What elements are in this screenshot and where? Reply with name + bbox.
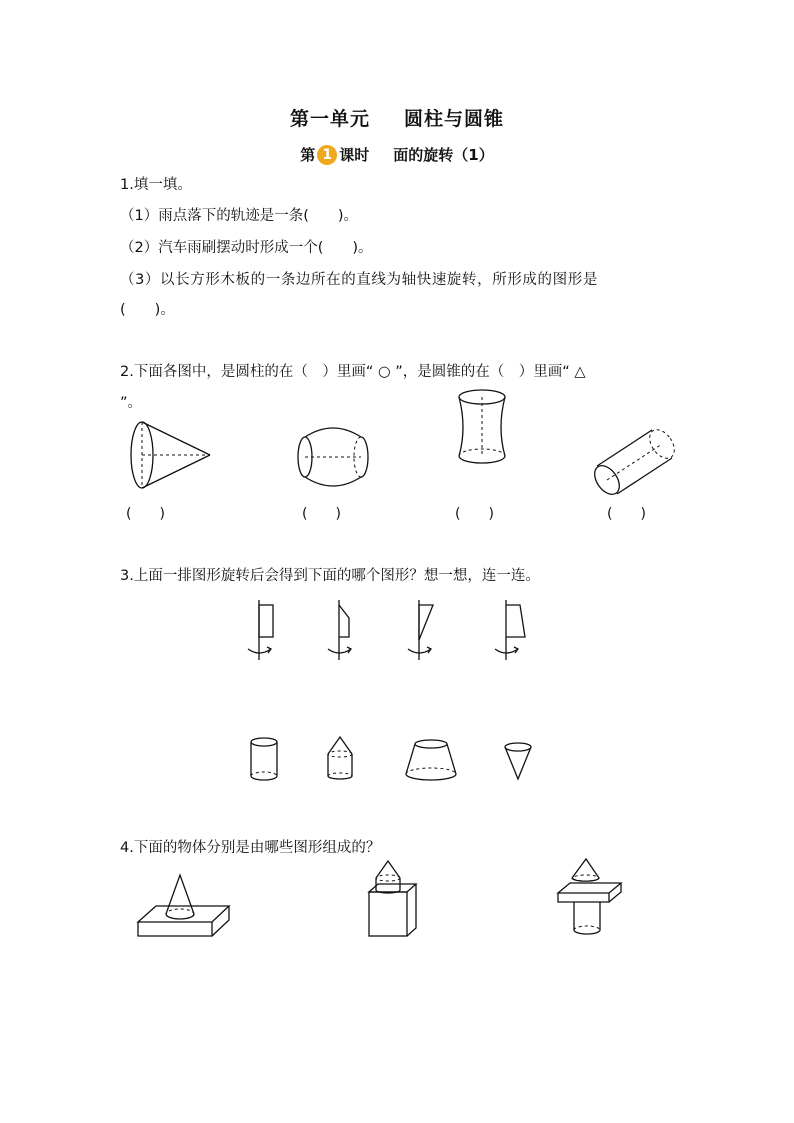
lesson-title: 面的旋转（1）	[393, 146, 494, 164]
q3-rectangle-rotating-figure[interactable]	[245, 600, 285, 662]
lesson-suffix: 课时	[339, 146, 370, 164]
q4-table-figure	[554, 856, 626, 940]
q3-triangle-rotating-figure[interactable]	[405, 600, 445, 662]
q1-item-1: （1）雨点落下的轨迹是一条( )。	[120, 208, 359, 224]
q3-frustum-solid[interactable]	[402, 738, 462, 784]
lesson-subtitle	[0, 144, 794, 165]
q3-trapezoid-rotating-figure[interactable]	[325, 600, 365, 662]
q3-inverted-cone-solid[interactable]	[502, 741, 536, 781]
q2-answer-2[interactable]: ( )	[302, 506, 341, 522]
q3-stem: 3.上面一排图形旋转后会得到下面的哪个图形？想一想，连一连。	[120, 568, 540, 584]
q4-cone-on-slab-figure	[134, 870, 234, 940]
q3-cylinder-solid[interactable]	[248, 736, 288, 782]
q1-item-3: （3）以长方形木板的一条边所在的直线为轴快速旋转，所形成的图形是	[120, 272, 598, 288]
q1-item-2: （2）汽车雨刷摆动时形成一个( )。	[120, 240, 373, 256]
q3-right-trapezoid-rotating-figure[interactable]	[492, 600, 537, 662]
q2-cylinder-figure	[592, 418, 677, 498]
q2-cone-figure	[128, 418, 218, 493]
page-title	[0, 104, 794, 131]
q1-stem: 1.填一填。	[120, 177, 192, 193]
q2-answer-1[interactable]: ( )	[126, 506, 165, 522]
q4-stem: 4.下面的物体分别是由哪些图形组成的？	[120, 840, 381, 856]
lesson-prefix: 第	[300, 146, 316, 164]
unit-label: 第一单元	[289, 108, 370, 130]
q1-item-3-blank: ( )。	[120, 302, 175, 318]
q3-cone-on-cylinder-solid[interactable]	[325, 734, 359, 782]
q2-barrel-figure	[295, 425, 375, 490]
q2-answer-3[interactable]: ( )	[455, 506, 494, 522]
q2-answer-4[interactable]: ( )	[607, 506, 646, 522]
unit-title: 圆柱与圆锥	[404, 108, 505, 130]
q2-stem-line1: 2.下面各图中，是圆柱的在（ ）里画“ ○ ”，是圆锥的在（ ）里画“ △	[120, 364, 586, 380]
q4-stacked-cube-figure	[362, 856, 422, 940]
lesson-number-badge: 1	[317, 145, 337, 165]
q2-waist-cylinder-figure	[452, 388, 517, 468]
q2-stem-line2: ”。	[120, 395, 143, 411]
